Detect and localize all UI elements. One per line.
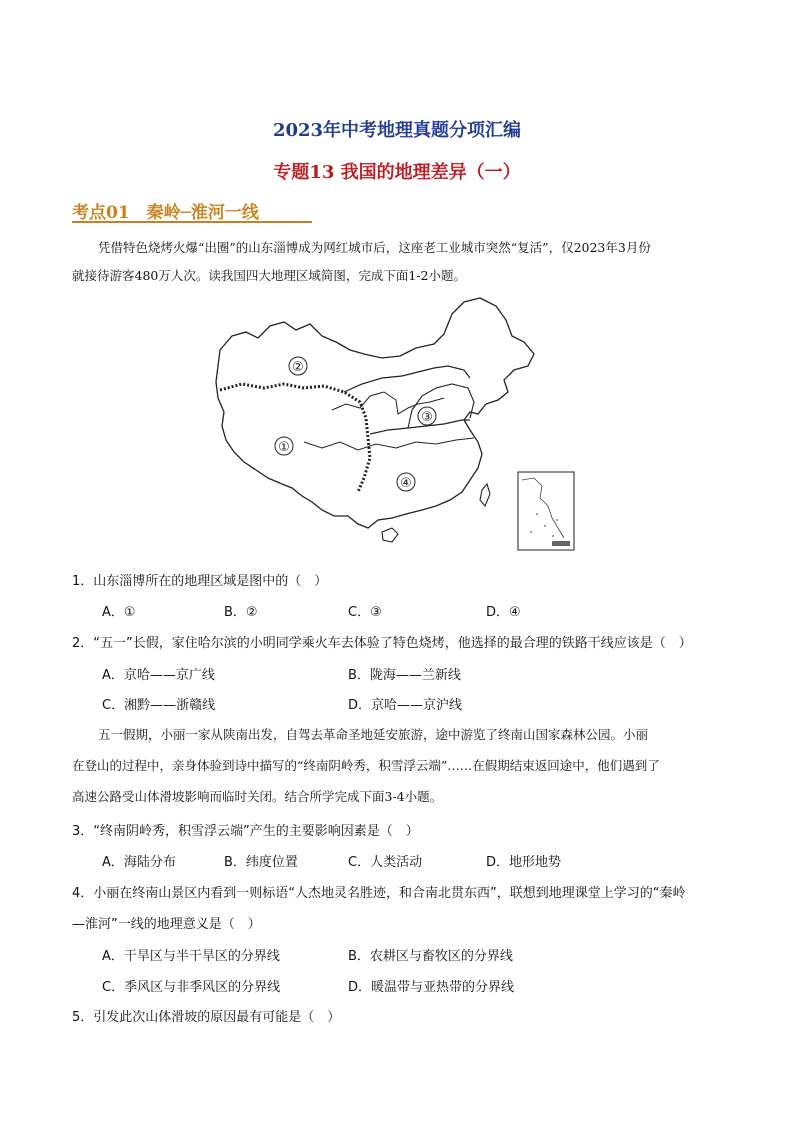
question-5-stem: 5．引发此次山体滑坡的原因最有可能是（ ） (72, 1010, 341, 1025)
question-4-stem-line-2: —淮河”一线的地理意义是（ ） (72, 917, 261, 932)
q3-option-b[interactable]: B．纬度位置 (224, 855, 298, 870)
region-label-3: ③ (421, 410, 433, 425)
q3-option-d[interactable]: D．地形地势 (486, 855, 562, 870)
china-regions-map (212, 292, 582, 558)
q1-option-d[interactable]: D．④ (486, 605, 521, 620)
q1-option-b[interactable]: B．② (224, 605, 258, 620)
q4-option-c[interactable]: C．季风区与非季风区的分界线 (102, 980, 281, 995)
question-3-stem: 3．“终南阴岭秀，积雪浮云端”产生的主要影响因素是（ ） (72, 824, 419, 839)
q4-option-a[interactable]: A．干旱区与半干旱区的分界线 (102, 949, 280, 964)
q4-option-b[interactable]: B．农耕区与畜牧区的分界线 (348, 949, 513, 964)
q1-option-c[interactable]: C．③ (348, 605, 382, 620)
passage-2-line-3: 高速公路受山体滑坡影响而临时关闭。结合所学完成下面3-4小题。 (72, 789, 443, 804)
passage-2-line-1: 五一假期，小丽一家从陕南出发，自驾去革命圣地延安旅游，途中游览了终南山国家森林公园。小丽 (98, 727, 649, 742)
q2-option-a[interactable]: A．京哈——京广线 (102, 668, 215, 683)
passage-2-line-2: 在登山的过程中，亲身体验到诗中描写的“终南阴岭秀，积雪浮云端”……在假期结束返回途中，他们遇到了 (72, 758, 660, 773)
question-4-stem-line-1: 4．小丽在终南山景区内看到一则标语“人杰地灵名胜迹，和合南北贯东西”，联想到地理课堂上学习的“秦岭 (72, 886, 686, 901)
question-2-stem: 2．“五一”长假，家住哈尔滨的小明同学乘火车去体验了特色烧烤，他选择的最合理的铁路干线应该是（ ） (72, 636, 692, 651)
q3-option-c[interactable]: C．人类活动 (348, 855, 423, 870)
inset-caption-box (552, 541, 570, 546)
region-label-2: ② (292, 360, 304, 375)
south-china-sea-inset (518, 472, 574, 550)
q1-option-a[interactable]: A．① (102, 605, 136, 620)
section-heading: 考点01 秦岭─淮河一线 (72, 203, 259, 223)
q2-option-c[interactable]: C．湘黔——浙赣线 (102, 698, 216, 713)
hainan-island (382, 528, 398, 542)
document-subtitle: 专题13 我国的地理差异（一） (273, 162, 521, 183)
q2-option-b[interactable]: B．陇海——兰新线 (348, 668, 461, 683)
section-underline (72, 221, 312, 223)
document-title: 2023年中考地理真题分项汇编 (272, 120, 522, 141)
region-label-4: ④ (400, 476, 412, 491)
q2-option-d[interactable]: D．京哈——京沪线 (348, 698, 463, 713)
passage-1-line-2: 就接待游客480万人次。读我国四大地理区域简图，完成下面1-2小题。 (72, 268, 466, 283)
q4-option-d[interactable]: D．暖温带与亚热带的分界线 (348, 980, 515, 995)
china-map-svg (212, 292, 582, 554)
passage-1-line-1: 凭借特色烧烤火爆“出圈”的山东淄博成为网红城市后，这座老工业城市突然“复活”，仅2023年3月份 (98, 240, 651, 255)
question-1-stem: 1．山东淄博所在的地理区域是图中的（ ） (72, 574, 328, 589)
q3-option-a[interactable]: A．海陆分布 (102, 855, 176, 870)
region-label-1: ① (278, 440, 290, 455)
taiwan-island (480, 484, 490, 506)
